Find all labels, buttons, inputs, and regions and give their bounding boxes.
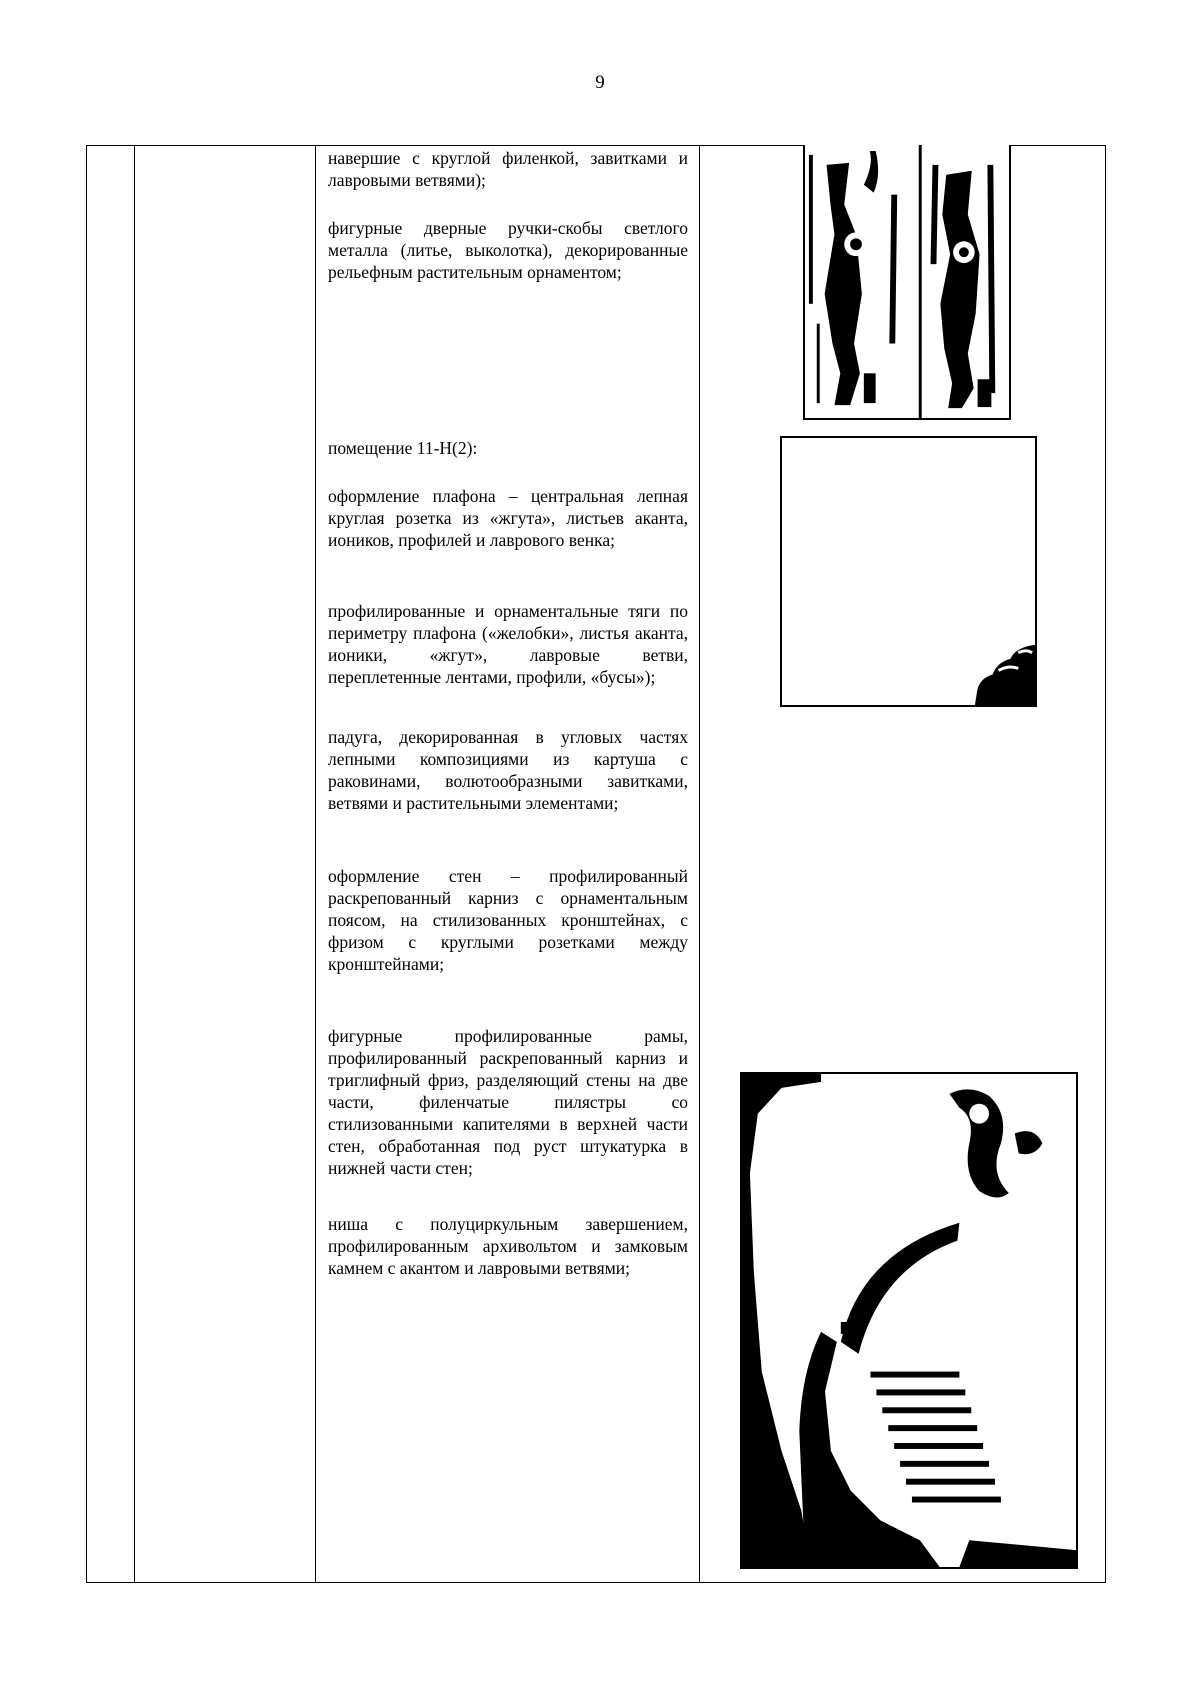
paragraph-cove: падуга, декорированная в угловых частях лепными композициями из картуша с раковинами, волютообразными завитками, ветвями и растительными элементами;: [328, 727, 688, 813]
paragraph-door-handles: фигурные дверные ручки-скобы светлого металла (литье, выколотка), декорированные рельефным растительным орнаментом;: [328, 218, 688, 282]
wall-niche-photo: [740, 1072, 1078, 1569]
column-divider-2: [315, 146, 316, 1582]
page-number: 9: [595, 72, 605, 93]
ceiling-plafond-photo: [780, 436, 1037, 707]
door-handles-photo: [803, 145, 1011, 420]
paragraph-frames: фигурные профилированные рамы, профилированный раскрепованный карниз и триглифный фриз, разделяющий стены на две части, филенчатые пилястры со стилизованными капителями в верхней части стен, обработанная под руст штукатурка в нижней части стен;: [328, 1026, 688, 1178]
column-divider-1: [134, 146, 135, 1582]
column-divider-3: [699, 146, 700, 1582]
paragraph-walls: оформление стен – профилированный раскрепованный карниз с орнаментальным поясом, на стилизованных кронштейнах, с фризом с круглыми розетками между кронштейнами;: [328, 866, 688, 974]
paragraph-plafond-profiles: профилированные и орнаментальные тяги по периметру плафона («желобки», листья аканта, ионики, «жгут», лавровые ветви, переплетенные лентами, профили, «бусы»);: [328, 601, 688, 687]
paragraph-niche: ниша с полуциркульным завершением, профилированным архивольтом и замковым камнем с акантом и лавровыми ветвями;: [328, 1214, 688, 1278]
paragraph-room-heading: помещение 11-Н(2):: [328, 438, 478, 458]
paragraph-finial: навершие с круглой филенкой, завитками и лавровыми ветвями);: [328, 148, 688, 190]
paragraph-plafond: оформление плафона – центральная лепная круглая розетка из «жгута», листьев аканта, иоников, профилей и лаврового венка;: [328, 486, 688, 550]
